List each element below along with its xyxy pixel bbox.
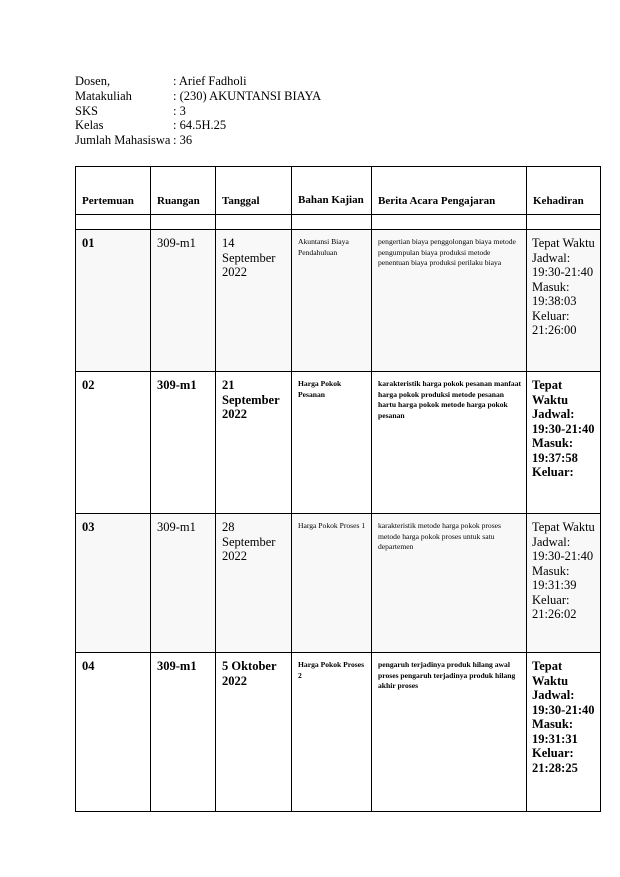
attendance-table bbox=[75, 166, 601, 812]
info-label-dosen: Dosen, bbox=[75, 74, 111, 88]
cell-bahan-kajian: Harga Pokok Proses 2 bbox=[292, 653, 372, 812]
header-tanggal: Tanggal bbox=[216, 167, 292, 215]
info-label-matakuliah: Matakuliah bbox=[75, 88, 132, 103]
info-row-jumlah bbox=[75, 133, 321, 148]
cell-kehadiran: Tepat Waktu Jadwal: 19:30-21:40 Masuk: 19:31:31 Keluar: 21:28:25 bbox=[527, 653, 601, 812]
info-row-matakuliah bbox=[75, 89, 321, 104]
info-value-sks: : 3 bbox=[173, 103, 186, 118]
info-row-sks bbox=[75, 104, 321, 119]
cell-tanggal: 14 September 2022 bbox=[216, 230, 292, 372]
cell-berita-acara: karakteristik harga pokok pesanan manfaat harga pokok produksi metode pesanan hartu harga pokok metode harga pokok pesanan bbox=[372, 372, 527, 514]
table-spacer bbox=[76, 215, 601, 230]
cell-bahan-kajian: Harga Pokok Proses 1 bbox=[292, 514, 372, 653]
header-berita-acara: Berita Acara Pengajaran bbox=[372, 167, 527, 215]
header-bahan-kajian: Bahan Kajian bbox=[292, 167, 372, 215]
cell-bahan-kajian: Akuntansi Biaya Pendahuluan bbox=[292, 230, 372, 372]
table-row bbox=[76, 514, 601, 653]
cell-tanggal: 5 Oktober 2022 bbox=[216, 653, 292, 812]
cell-ruangan: 309-m1 bbox=[151, 653, 216, 812]
header-pertemuan: Pertemuan bbox=[76, 167, 151, 215]
cell-berita-acara: pengertian biaya penggolongan biaya metode pengumpulan biaya produksi metode penentuan biaya produksi perilaku biaya bbox=[372, 230, 527, 372]
cell-pertemuan: 03 bbox=[76, 514, 151, 653]
header-kehadiran: Kehadiran bbox=[527, 167, 601, 215]
info-row-kelas bbox=[75, 118, 321, 133]
cell-berita-acara: pengaruh terjadinya produk hilang awal proses pengaruh terjadinya produk hilang akhir proses bbox=[372, 653, 527, 812]
cell-kehadiran: Tepat Waktu Jadwal: 19:30-21:40 Masuk: 19:38:03 Keluar: 21:26:00 bbox=[527, 230, 601, 372]
info-row-dosen bbox=[75, 74, 321, 89]
info-label-sks: SKS bbox=[75, 103, 98, 118]
info-value-kelas: : 64.5H.25 bbox=[173, 118, 227, 133]
table-row bbox=[76, 230, 601, 372]
cell-ruangan: 309-m1 bbox=[151, 372, 216, 514]
cell-pertemuan: 02 bbox=[76, 372, 151, 514]
cell-kehadiran: Tepat Waktu Jadwal: 19:30-21:40 Masuk: 19:37:58 Keluar: bbox=[527, 372, 601, 514]
info-value-dosen: : Arief Fadholi bbox=[173, 74, 247, 88]
info-value-jumlah: : 36 bbox=[173, 133, 193, 148]
cell-tanggal: 21 September 2022 bbox=[216, 372, 292, 514]
info-value-matakuliah: : (230) AKUNTANSI BIAYA bbox=[173, 88, 322, 103]
header-ruangan: Ruangan bbox=[151, 167, 216, 215]
cell-berita-acara: karakteristik metode harga pokok proses metode harga pokok proses untuk satu departemen bbox=[372, 514, 527, 653]
table-row bbox=[76, 372, 601, 514]
info-label-kelas: Kelas bbox=[75, 118, 104, 133]
cell-kehadiran: Tepat Waktu Jadwal: 19:30-21:40 Masuk: 19:31:39 Keluar: 21:26:02 bbox=[527, 514, 601, 653]
cell-tanggal: 28 September 2022 bbox=[216, 514, 292, 653]
info-label-jumlah: Jumlah Mahasiswa bbox=[75, 133, 171, 148]
table-header-row bbox=[76, 167, 601, 215]
cell-ruangan: 309-m1 bbox=[151, 514, 216, 653]
course-info bbox=[75, 74, 321, 148]
cell-pertemuan: 01 bbox=[76, 230, 151, 372]
cell-bahan-kajian: Harga Pokok Pesanan bbox=[292, 372, 372, 514]
table-row bbox=[76, 653, 601, 812]
cell-ruangan: 309-m1 bbox=[151, 230, 216, 372]
cell-pertemuan: 04 bbox=[76, 653, 151, 812]
